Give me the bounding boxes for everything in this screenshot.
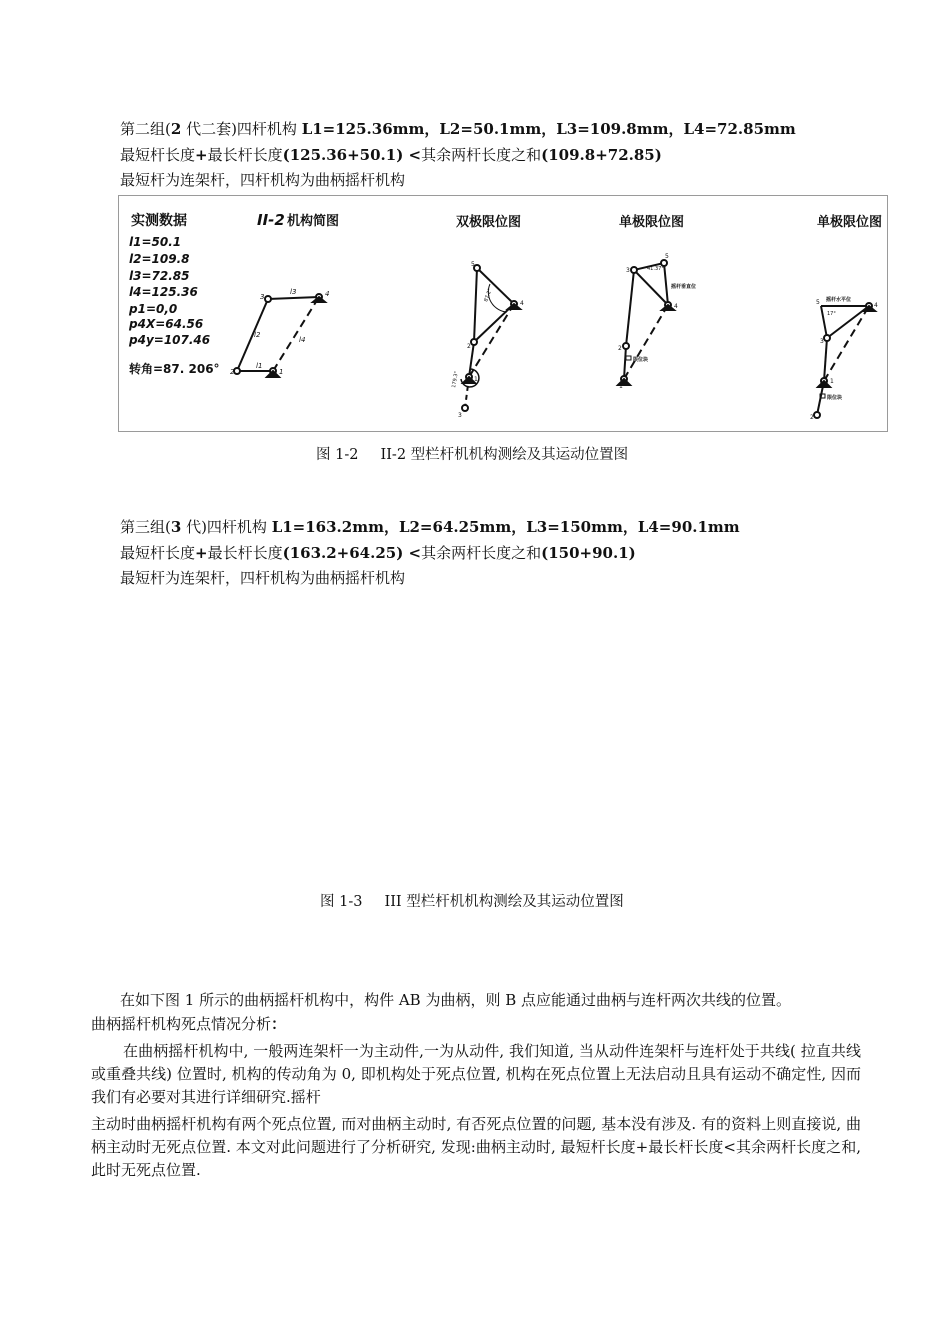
text: 代二套)四杆机构: [181, 120, 302, 138]
text: 第二组(: [120, 120, 171, 138]
section2-line3: 最短杆为连架杆，四杆机构为曲柄摇杆机构: [120, 171, 406, 189]
text: 2: [170, 120, 182, 138]
label: 3: [626, 267, 630, 274]
annotation: 摇杆水平位: [826, 297, 852, 303]
label: l4: [299, 336, 306, 344]
text: +: [195, 146, 208, 164]
label: 5: [665, 253, 669, 260]
angle-label: 41.37°: [647, 266, 664, 272]
label: 3: [458, 412, 462, 419]
section3-line3: 最短杆为连架杆，四杆机构为曲柄摇杆机构: [120, 569, 406, 587]
angle-label: 87.2°: [483, 287, 494, 303]
label: 4: [874, 302, 878, 309]
measured-item: p1=0,0: [129, 302, 178, 316]
panel1-title-code: II-2: [257, 211, 285, 229]
caption-number: 图 1-3: [320, 894, 363, 910]
figure2-caption: [320, 890, 624, 911]
text: ：: [271, 1015, 287, 1033]
text: 其余两杆长度之和: [421, 146, 542, 164]
label: 4: [325, 290, 330, 298]
text: 第三组(: [120, 518, 171, 536]
panel1-sketch: [234, 294, 325, 377]
panel2-title: 双极限位图: [456, 215, 522, 230]
text: 代)四杆机构: [181, 518, 272, 536]
text: 最短杆长度: [120, 544, 196, 562]
label: 2: [810, 414, 814, 421]
section2-line1: [120, 119, 796, 139]
caption-number: 图 1-2: [316, 447, 359, 463]
panel3-title: 单极限位图: [619, 215, 685, 230]
analysis-paragraph-2: 在曲柄摇杆机构中, 一般两连架杆一为主动件,一为从动件, 我们知道, 当从动件连架杆与连杆处于共线( 拉直共线或重叠共线) 位置时, 机构的传动角为 0, 即机构处于死点位置, 机构在死点位置上无法启动且具有运动不确定性, 因而我们有必要对其进行详细研究.摇杆: [91, 1042, 861, 1106]
panel2-sketch: [461, 265, 520, 411]
caption-text: II-2 型栏杆机机构测绘及其运动位置图: [380, 447, 629, 463]
panel4-sketch: [814, 303, 875, 418]
text: (163.2+64.25) <: [282, 544, 422, 562]
text: 最长杆长度: [207, 146, 283, 164]
label: 2: [230, 368, 235, 376]
label: 1: [830, 378, 834, 385]
rotation-angle: 转角=87. 206°: [129, 362, 220, 376]
measured-list: [128, 235, 210, 347]
label: l1: [256, 362, 263, 370]
figure1-caption: [316, 443, 628, 464]
measured-item: p4y=107.46: [129, 333, 211, 347]
panel4-title: 单极限位图: [817, 215, 883, 230]
text: (150+90.1): [541, 544, 636, 562]
annotation: 摇杆垂直位: [671, 284, 697, 290]
measured-item: l1=50.1: [129, 235, 182, 249]
text: (125.36+50.1) <: [282, 146, 422, 164]
panel1-title: 机构简图: [287, 214, 340, 229]
label: 1: [279, 368, 284, 376]
text: L1=125.36mm，L2=50.1mm，L3=109.8mm，L4=72.85mm: [301, 120, 796, 138]
label: 3: [820, 338, 824, 345]
label: l3: [290, 288, 297, 296]
label: 5: [471, 261, 475, 268]
angle-label: 17°: [827, 311, 836, 317]
annotation: 限位块: [633, 357, 649, 363]
text: (109.8+72.85): [541, 146, 662, 164]
label: 2: [467, 343, 471, 350]
analysis-paragraph-1: 在如下图 1 所示的曲柄摇杆机构中，构件 AB 为曲柄，则 B 点应能通过曲柄与连杆两次共线的位置。: [120, 991, 792, 1009]
label: l2: [254, 331, 261, 339]
measured-item: l2=109.8: [129, 252, 190, 266]
annotation: 限位块: [827, 395, 843, 401]
text: 其余两杆长度之和: [421, 544, 542, 562]
text: 3: [170, 518, 182, 536]
measured-item: l4=125.36: [129, 285, 198, 299]
text: +: [195, 544, 208, 562]
measured-item: l3=72.85: [129, 269, 190, 283]
measured-title: 实测数据: [131, 213, 187, 229]
text: 曲柄摇杆机构死点情况分析: [91, 1015, 272, 1033]
text: 最短杆长度: [120, 146, 196, 164]
section3-line2: [120, 543, 636, 563]
caption-text: III 型栏杆机机构测绘及其运动位置图: [384, 894, 624, 910]
label: 4: [520, 300, 524, 307]
label: 1: [619, 383, 623, 390]
text: 最长杆长度: [207, 544, 283, 562]
section3-line1: [120, 517, 740, 537]
analysis-heading: [91, 1013, 861, 1036]
label: 2: [618, 345, 622, 352]
section2-line2: [120, 145, 662, 165]
measured-item: p4X=64.56: [129, 317, 204, 331]
label: 4: [674, 303, 678, 310]
mechanism-figure: [118, 195, 888, 432]
text: L1=163.2mm，L2=64.25mm，L3=150mm，L4=90.1mm: [271, 518, 740, 536]
analysis-paragraph-3: 主动时曲柄摇杆机构有两个死点位置, 而对曲柄主动时, 有否死点位置的问题, 基本没有涉及. 有的资料上则直接说, 曲柄主动时无死点位置. 本文对此问题进行了分析研究, 发现:曲柄主动时, 最短杆长度+最长杆长度<其余两杆长度之和,此时无死点位置.: [91, 1115, 861, 1179]
label: 5: [816, 299, 820, 306]
panel3-sketch: [618, 260, 674, 385]
mechanism-drawing: [119, 196, 887, 431]
label: 1: [474, 376, 478, 383]
angle-label: 179.3°: [451, 370, 460, 389]
label: 3: [260, 293, 265, 301]
